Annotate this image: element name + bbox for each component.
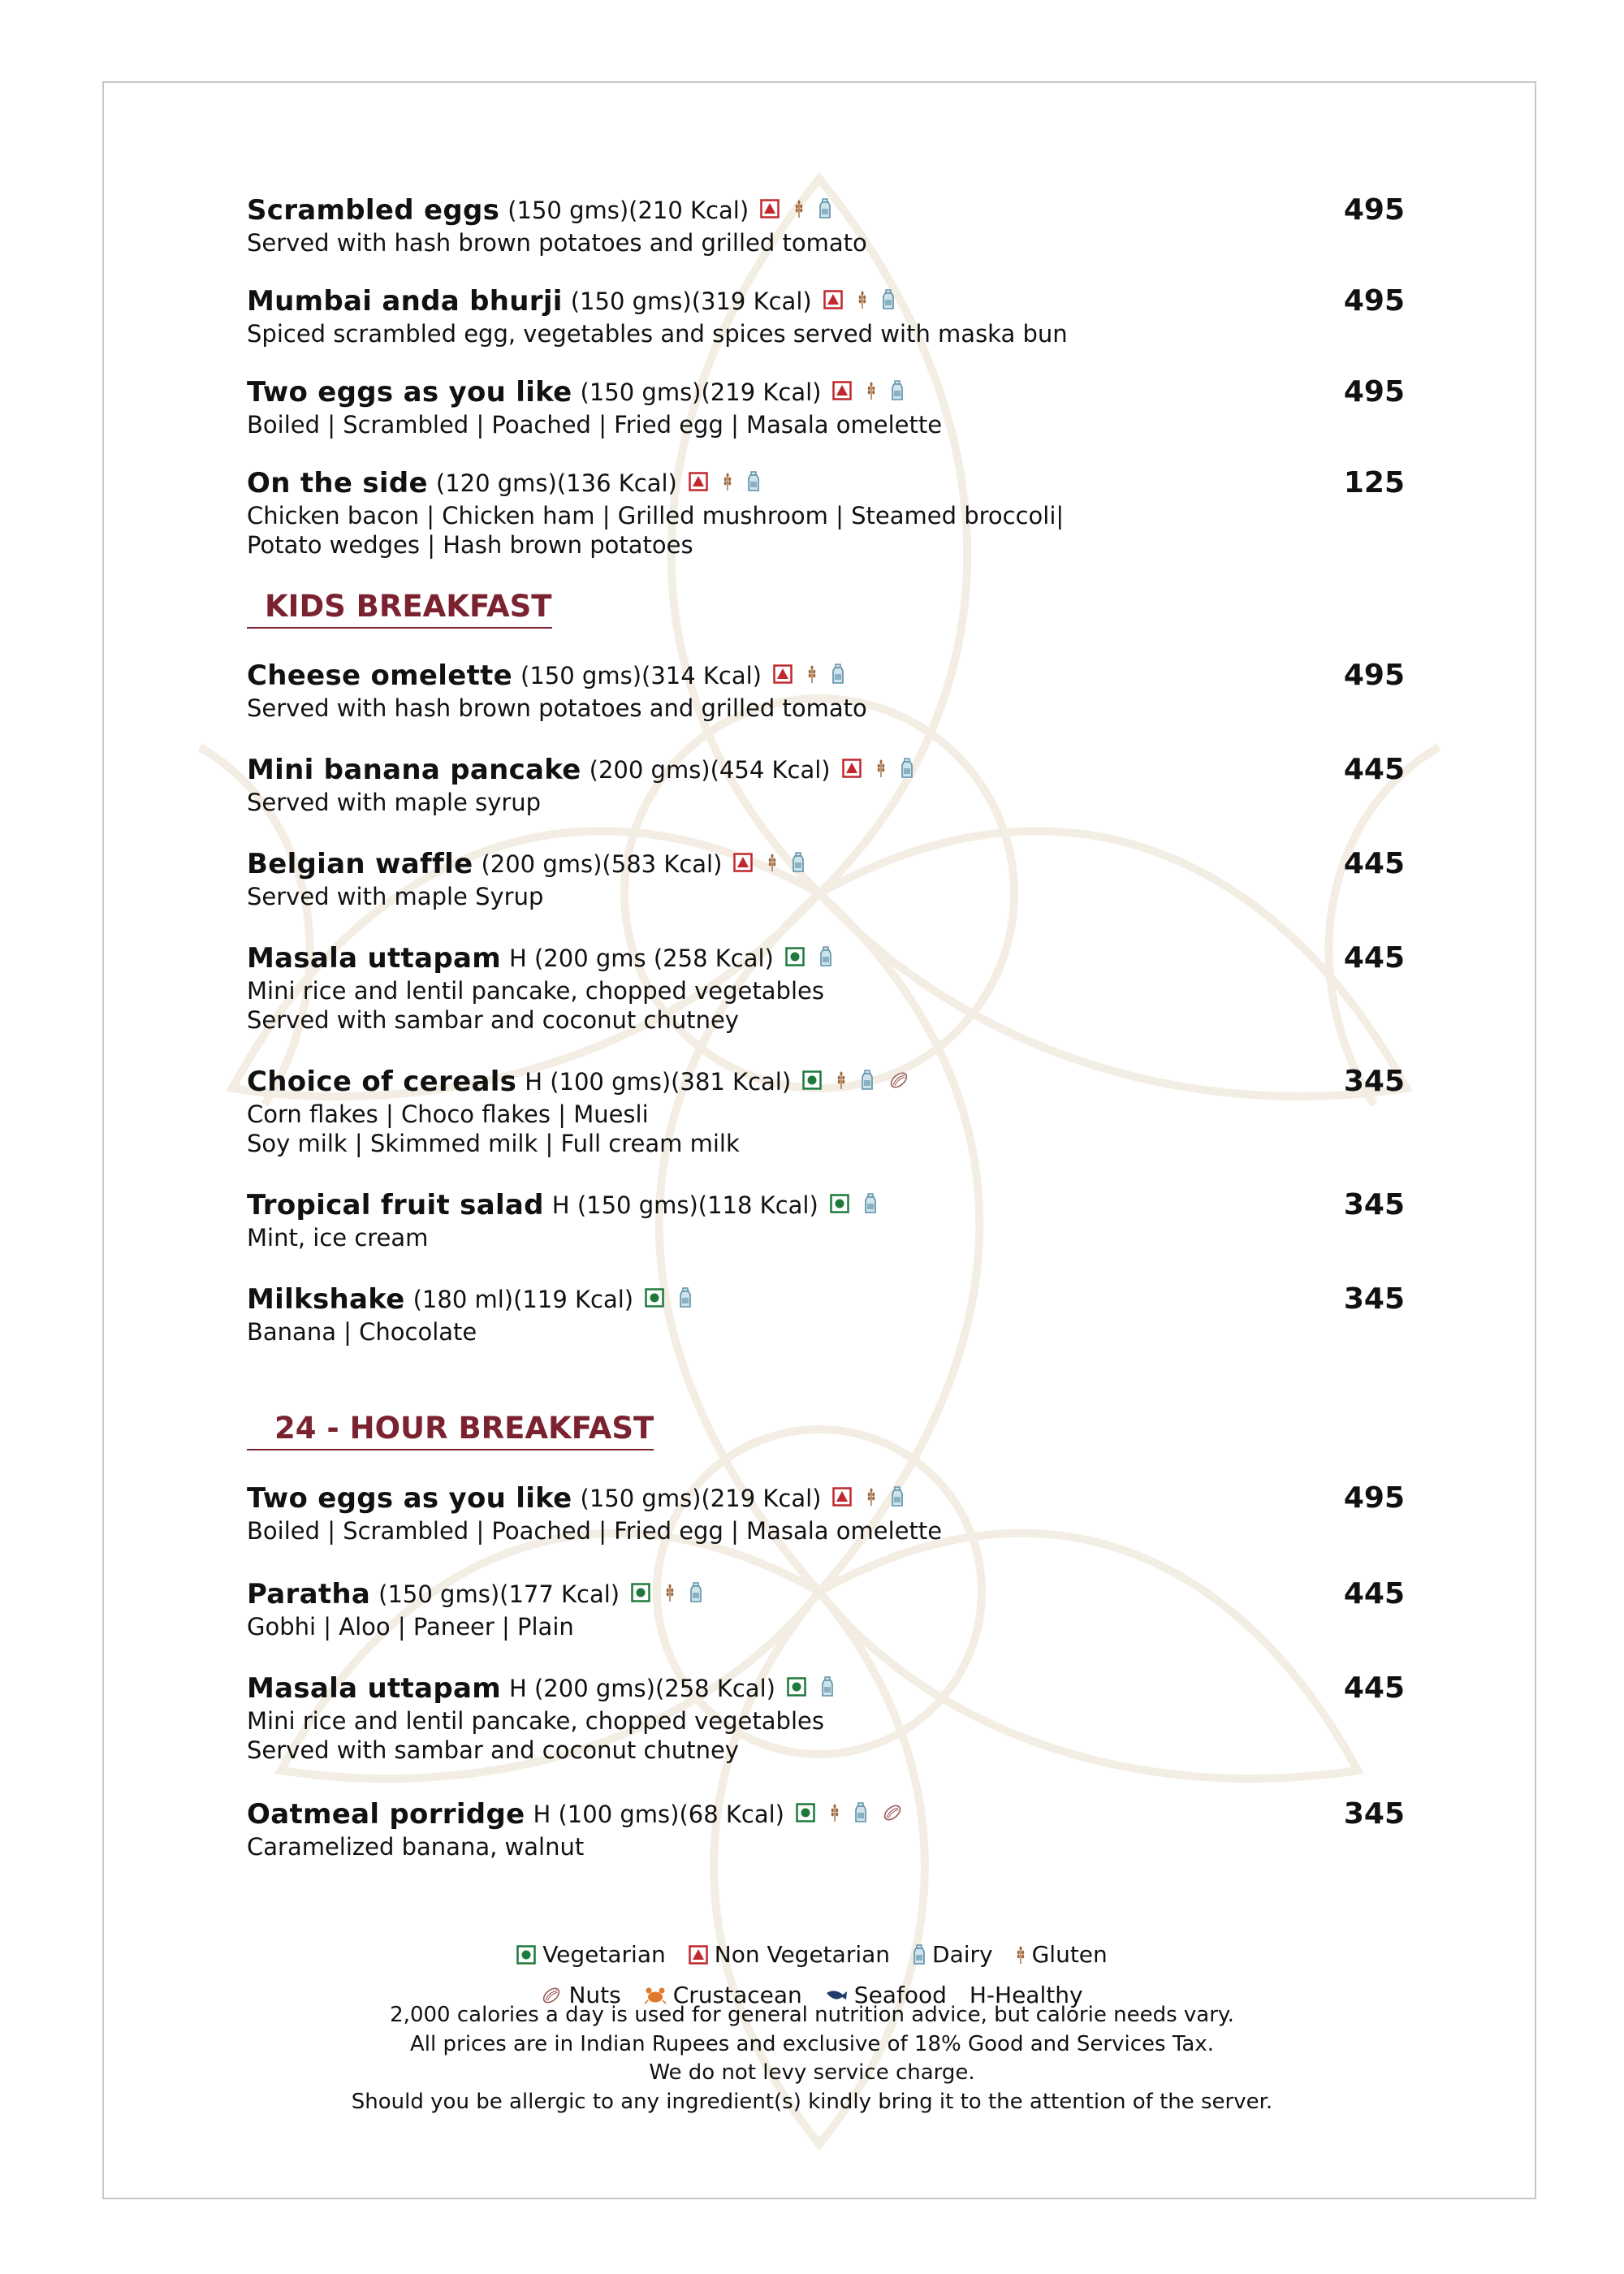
footer-notes (0, 2001, 1624, 2116)
menu-item-header (247, 1796, 1405, 1832)
menu-item-name: Oatmeal porridge (247, 1798, 525, 1831)
dietary-icons (631, 1582, 717, 1606)
dietary-icons (842, 758, 928, 782)
menu-item-header (247, 1064, 1405, 1100)
note-allergy: Should you be allergic to any ingredient(s) kindly bring it to the attention of the server. (351, 2089, 1273, 2114)
menu-item-name: Cheese omelette (247, 659, 513, 692)
menu-item-header (247, 940, 1405, 976)
legend-label: Dairy (932, 1941, 993, 1968)
veg-icon (787, 1677, 806, 1700)
menu-item-header (247, 1282, 1405, 1317)
menu-item-price: 445 (1343, 1671, 1405, 1705)
gluten-icon (723, 472, 732, 495)
menu-item (247, 1282, 1405, 1347)
menu-item-description: Boiled | Scrambled | Poached | Fried egg | Masala omelette (247, 1517, 943, 1545)
menu-item-description: Served with maple Syrup (247, 883, 544, 910)
menu-item-header (247, 1671, 1405, 1706)
menu-item (247, 1796, 1405, 1861)
menu-item-portion: (150 gms)(210 Kcal) (508, 197, 749, 224)
menu-item-name: Masala uttapam (247, 942, 501, 975)
legend-label: Vegetarian (542, 1941, 666, 1968)
menu-item-name: Two eggs as you like (247, 1482, 572, 1515)
menu-item-description: Banana | Chocolate (247, 1318, 477, 1346)
menu-item-price: 495 (1343, 659, 1405, 692)
menu-item-price: 445 (1343, 941, 1405, 975)
menu-item-name: Two eggs as you like (247, 376, 572, 409)
menu-item-portion: H (200 gms)(258 Kcal) (508, 1675, 775, 1702)
legend-label: H-Healthy (969, 1982, 1083, 2008)
menu-item-portion: (120 gms)(136 Kcal) (435, 469, 677, 497)
dietary-icons (787, 1676, 849, 1701)
menu-item-price: 495 (1343, 193, 1405, 227)
menu-item-description: Served with maple syrup (247, 789, 542, 816)
menu-item (247, 1187, 1405, 1252)
menu-item-name: Milkshake (247, 1283, 405, 1316)
menu-item-portion: (200 gms)(583 Kcal) (481, 850, 723, 878)
menu-item-portion: (150 gms)(177 Kcal) (378, 1580, 620, 1608)
menu-item-portion: (150 gms)(314 Kcal) (520, 662, 762, 690)
menu-item-price: 345 (1343, 1065, 1405, 1098)
veg-icon (645, 1288, 664, 1311)
dairy-icon (882, 289, 895, 313)
menu-item-price: 345 (1343, 1282, 1405, 1316)
menu-item-name: Mini banana pancake (247, 754, 581, 786)
legend-label: Crustacean (672, 1982, 802, 2008)
dietary-icons (689, 471, 775, 495)
menu-item-description: Served with sambar and coconut chutney (247, 1736, 739, 1764)
menu-item (247, 658, 1405, 723)
menu-item-price: 125 (1343, 466, 1405, 499)
menu-item-portion: (150 gms)(219 Kcal) (580, 1485, 822, 1512)
menu-item-portion: H (200 gms (258 Kcal) (508, 945, 774, 972)
dietary-icons (796, 1802, 918, 1827)
dairy-icon (689, 1582, 702, 1606)
gluten-icon (807, 664, 817, 687)
legend-item (689, 1941, 890, 1968)
nonveg-icon (832, 381, 852, 404)
menu-item-name: Choice of cereals (247, 1066, 517, 1098)
menu-item-header (247, 1187, 1405, 1223)
dietary-icons (773, 664, 859, 688)
menu-item-description: Served with hash brown potatoes and grilled tomato (247, 229, 867, 257)
menu-item-description: Chicken bacon | Chicken ham | Grilled mushroom | Steamed broccoli| (247, 502, 1065, 530)
dietary-icons (832, 1486, 918, 1511)
menu-item-header (247, 846, 1405, 882)
gluten-icon (857, 290, 867, 313)
menu-item-description: Soy milk | Skimmed milk | Full cream milk (247, 1130, 740, 1157)
menu-item-header (247, 752, 1405, 788)
legend-item (516, 1941, 666, 1968)
menu-item (247, 283, 1405, 348)
section-title-2 (247, 1410, 654, 1450)
nonveg-icon (760, 199, 780, 222)
dairy-icon (901, 758, 914, 782)
note-service-charge: We do not levy service charge. (649, 2060, 975, 2085)
menu-item-portion: (180 ml)(119 Kcal) (412, 1286, 634, 1313)
menu-item (247, 940, 1405, 1035)
dairy-icon (864, 1193, 877, 1217)
menu-item (247, 1576, 1405, 1641)
dairy-icon (792, 852, 805, 876)
nonveg-icon (823, 290, 843, 313)
menu-item (247, 465, 1405, 560)
note-calories: 2,000 calories a day is used for general nutrition advice, but calorie needs vary. (390, 2003, 1234, 2027)
dairy-icon (747, 471, 760, 495)
section-heading: 24 - HOUR BREAKFAST (247, 1410, 654, 1450)
menu-item (247, 192, 1405, 257)
nonveg-icon (832, 1487, 852, 1510)
section-heading: KIDS BREAKFAST (247, 588, 552, 629)
menu-item-header (247, 283, 1405, 319)
gluten-icon (866, 1487, 876, 1510)
menu-item-price: 495 (1343, 284, 1405, 318)
menu-item-description: Served with sambar and coconut chutney (247, 1006, 739, 1034)
dietary-icons (830, 1193, 892, 1217)
dietary-icons (832, 380, 918, 404)
menu-item (247, 752, 1405, 817)
menu-item (247, 846, 1405, 911)
legend-item (1016, 1941, 1108, 1968)
nuts-icon (882, 1803, 903, 1826)
dietary-icons (645, 1287, 706, 1312)
dairy-icon (891, 380, 904, 404)
menu-item-price: 345 (1343, 1188, 1405, 1221)
dairy-icon (861, 1070, 874, 1094)
menu-item-header (247, 1481, 1405, 1516)
dairy-icon (818, 198, 831, 223)
menu-item-portion: H (100 gms)(68 Kcal) (533, 1801, 784, 1828)
menu-item-description: Gobhi | Aloo | Paneer | Plain (247, 1613, 574, 1641)
nonveg-icon (842, 759, 862, 781)
dietary-icons (802, 1070, 924, 1094)
veg-icon (802, 1070, 822, 1093)
menu-item-description: Mint, ice cream (247, 1224, 429, 1252)
nuts-icon (888, 1070, 909, 1093)
menu-item-portion: H (100 gms)(381 Kcal) (525, 1068, 792, 1096)
menu-item-header (247, 1576, 1405, 1612)
gluten-icon (665, 1583, 675, 1606)
legend-label: Gluten (1031, 1941, 1108, 1968)
menu-item-name: Belgian waffle (247, 848, 473, 880)
menu-item-description: Mini rice and lentil pancake, chopped vegetables (247, 977, 824, 1005)
menu-item-price: 445 (1343, 1577, 1405, 1610)
menu-item-name: Tropical fruit salad (247, 1189, 544, 1221)
menu-item-description: Boiled | Scrambled | Poached | Fried egg | Masala omelette (247, 411, 943, 439)
gluten-icon (876, 759, 886, 781)
menu-item-price: 495 (1343, 1481, 1405, 1515)
menu-item-header (247, 374, 1405, 410)
menu-item-description: Mini rice and lentil pancake, chopped vegetables (247, 1707, 824, 1735)
dairy-icon (821, 1676, 834, 1701)
veg-icon (516, 1945, 539, 1965)
dairy-icon (913, 1944, 929, 1965)
dairy-icon (819, 946, 832, 971)
menu-item-price: 445 (1343, 753, 1405, 786)
menu-item-header (247, 658, 1405, 694)
nonveg-icon (733, 853, 753, 875)
dietary-icons (785, 946, 847, 971)
nonveg-icon (689, 1945, 711, 1965)
menu-item-portion: (200 gms)(454 Kcal) (589, 756, 831, 784)
menu-item-description: Caramelized banana, walnut (247, 1833, 585, 1861)
dairy-icon (831, 664, 844, 688)
menu-item-portion: (150 gms)(319 Kcal) (570, 287, 812, 315)
menu-item-description: Served with hash brown potatoes and grilled tomato (247, 694, 867, 722)
menu-item-header (247, 192, 1405, 228)
legend-label: Seafood (853, 1982, 947, 2008)
menu-item-name: Mumbai anda bhurji (247, 285, 563, 318)
nonveg-icon (773, 664, 793, 687)
section-title-1 (247, 588, 552, 629)
veg-icon (785, 947, 805, 970)
legend-item (913, 1941, 993, 1968)
gluten-icon (794, 199, 804, 222)
dietary-icons (733, 852, 819, 876)
legend-label: Nuts (568, 1982, 621, 2008)
menu-item-name: Masala uttapam (247, 1672, 501, 1705)
gluten-icon (830, 1803, 840, 1826)
menu-item-header (247, 465, 1405, 501)
gluten-icon (1016, 1945, 1029, 1965)
note-prices: All prices are in Indian Rupees and exclusive of 18% Good and Services Tax. (410, 2031, 1214, 2056)
menu-item (247, 1671, 1405, 1765)
menu-item-name: Paratha (247, 1578, 371, 1610)
menu-item (247, 1481, 1405, 1546)
gluten-icon (836, 1070, 846, 1093)
dairy-icon (891, 1486, 904, 1511)
nonveg-icon (689, 472, 708, 495)
dairy-icon (854, 1802, 867, 1827)
legend-row-1 (0, 1941, 1624, 1968)
gluten-icon (866, 381, 876, 404)
menu-item-price: 495 (1343, 375, 1405, 409)
dairy-icon (679, 1287, 692, 1312)
veg-icon (796, 1803, 815, 1826)
menu-item (247, 1064, 1405, 1158)
menu-item (247, 374, 1405, 439)
veg-icon (631, 1583, 650, 1606)
menu-item-portion: H (150 gms)(118 Kcal) (551, 1191, 818, 1219)
menu-item-description: Potato wedges | Hash brown potatoes (247, 531, 693, 559)
menu-item-name: On the side (247, 467, 428, 499)
menu-item-description: Spiced scrambled egg, vegetables and spices served with maska bun (247, 320, 1068, 348)
menu-item-portion: (150 gms)(219 Kcal) (580, 378, 822, 406)
menu-item-price: 445 (1343, 847, 1405, 880)
menu-item-description: Corn flakes | Choco flakes | Muesli (247, 1100, 649, 1128)
gluten-icon (767, 853, 777, 875)
dietary-icons (823, 289, 909, 313)
legend-label: Non Vegetarian (714, 1941, 891, 1968)
menu-item-price: 345 (1343, 1797, 1405, 1831)
menu-item-name: Scrambled eggs (247, 194, 500, 227)
veg-icon (830, 1194, 849, 1217)
dietary-icons (760, 198, 846, 223)
